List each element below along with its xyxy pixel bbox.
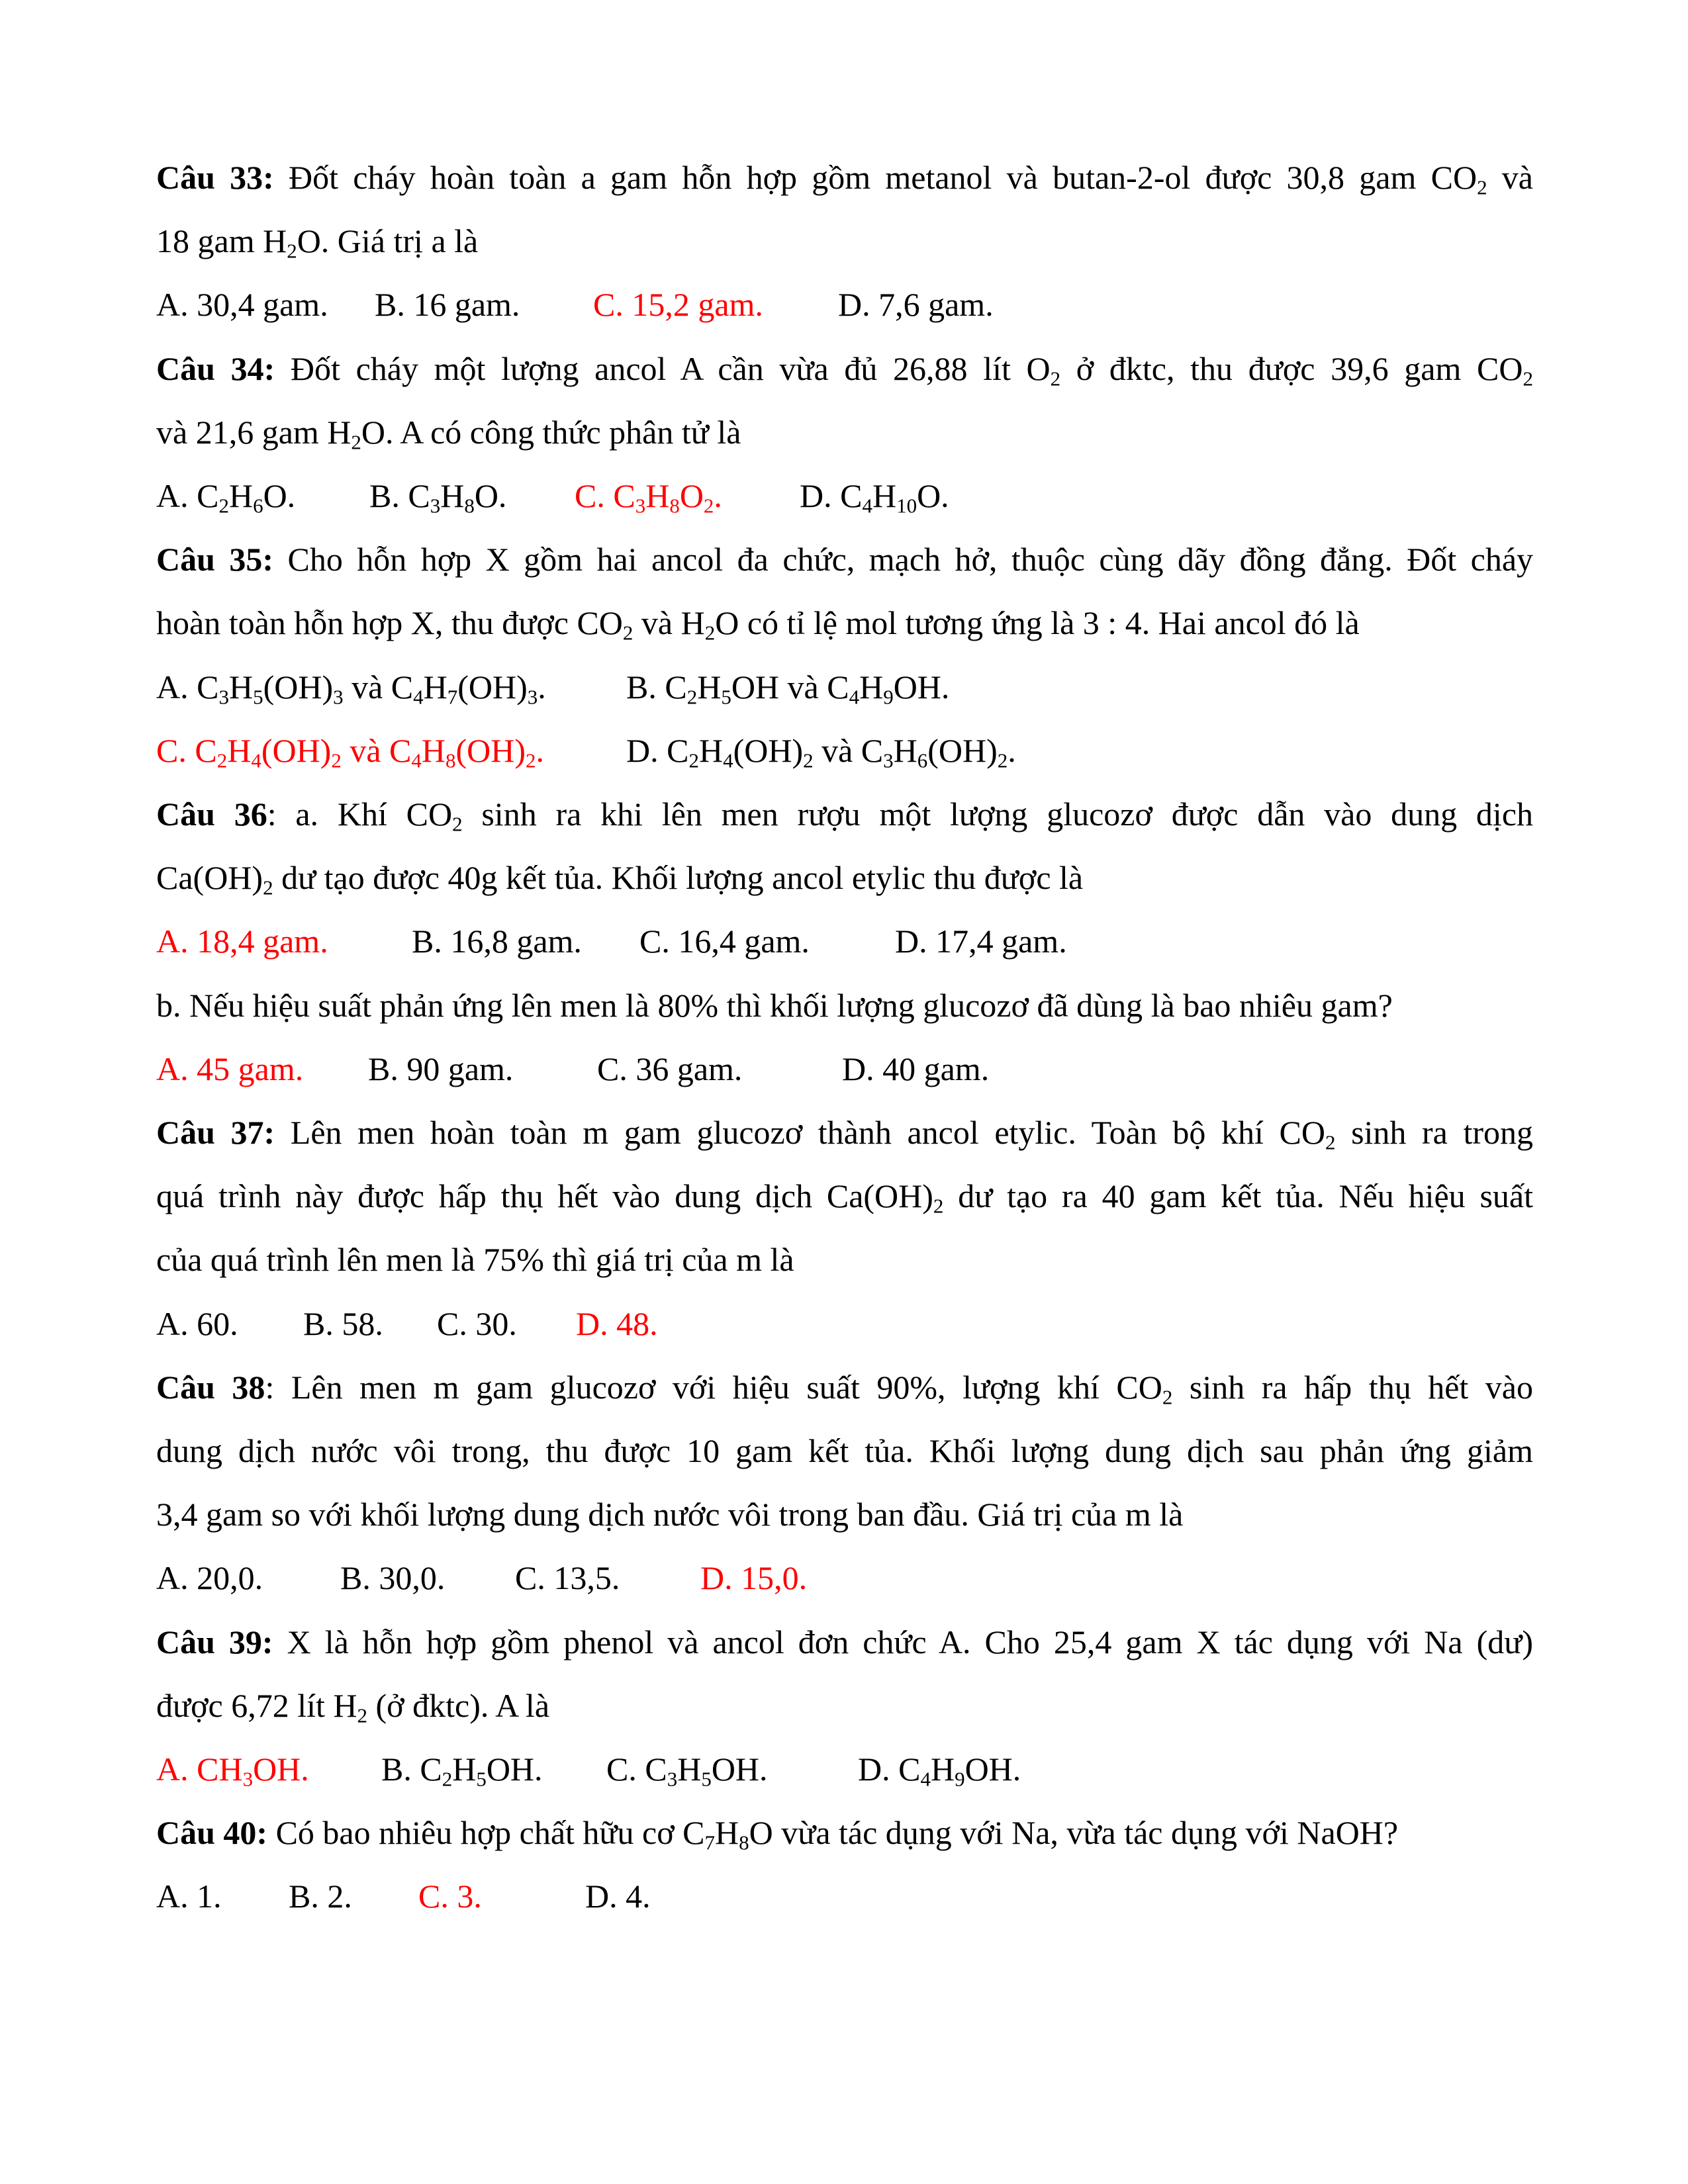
q37-question-line <box>156 1176 1533 1216</box>
answer-option-b <box>369 476 506 516</box>
subscript: 2 <box>622 621 633 645</box>
answer-option-d <box>700 1558 807 1598</box>
answer-option-c <box>515 1558 620 1598</box>
text-run: B. 30,0. <box>340 1559 445 1597</box>
q38-question-line <box>156 1494 1533 1534</box>
answer-option-c <box>597 1049 742 1089</box>
subscript: 4 <box>411 749 422 772</box>
text-run: H <box>228 668 254 705</box>
text-run: dung dịch nước vôi trong, thu được 10 gam kết tủa. Khối lượng dung dịch sau phản ứng giảm <box>156 1432 1533 1469</box>
subscript: 2 <box>803 749 814 772</box>
text-run: H <box>930 1751 955 1788</box>
answer-option-c <box>418 1876 482 1916</box>
subscript: 4 <box>413 685 424 709</box>
text-run: Đốt cháy một lượng ancol A cần vừa đủ 26,88 lít O <box>290 349 1051 387</box>
q36-question-line <box>156 794 1533 834</box>
subscript: 2 <box>218 494 229 518</box>
text-run: D. 7,6 gam. <box>838 286 994 324</box>
text-run: B. 16 gam. <box>375 286 520 324</box>
answer-option-c <box>606 1749 768 1789</box>
subscript: 2 <box>686 685 698 709</box>
answer-option-a <box>156 1749 309 1789</box>
subscript: 2 <box>331 749 342 772</box>
text-run: và H <box>633 604 705 642</box>
q33-question-line <box>156 158 1533 197</box>
subscript: 7 <box>704 1831 716 1854</box>
text-run: và <box>1487 159 1533 196</box>
answer-option-d <box>858 1749 1021 1789</box>
question-label: Câu 35: <box>156 541 274 578</box>
text-run: O. <box>263 477 296 514</box>
text-run: (OH) <box>261 731 332 769</box>
q38-question-line <box>156 1367 1533 1407</box>
answer-option-a <box>156 667 546 707</box>
text-run: Ca(OH) <box>156 859 263 897</box>
text-run: B. 58. <box>303 1304 383 1342</box>
subscript: 2 <box>1523 367 1533 390</box>
answer-option-c <box>575 476 722 516</box>
text-run: (OH) <box>927 731 998 769</box>
text-run: Có bao nhiêu hợp chất hữu cơ C <box>275 1814 705 1852</box>
subscript: 3 <box>635 494 646 518</box>
subscript: 5 <box>721 685 731 709</box>
answer-option-c <box>437 1304 517 1343</box>
answer-option-b <box>626 667 949 707</box>
subscript: 3 <box>242 1767 254 1791</box>
text-run: D. C <box>626 731 689 769</box>
subscript: 8 <box>445 749 456 772</box>
text-run: H <box>697 668 722 705</box>
subscript: 3 <box>667 1767 678 1791</box>
text-run: A. 30,4 gam. <box>156 286 328 324</box>
answer-option-c <box>639 921 810 961</box>
q34-question-line <box>156 349 1533 388</box>
text-run: O. <box>917 477 949 514</box>
text-run: B. 2. <box>289 1878 352 1915</box>
subscript: 2 <box>1325 1130 1336 1154</box>
text-run: C. 30. <box>437 1304 517 1342</box>
text-run: và C <box>343 668 414 705</box>
text-run: B. C <box>381 1751 442 1788</box>
text-run: Lên men hoàn toàn m gam glucozơ thành ancol etylic. Toàn bộ khí CO <box>290 1114 1325 1151</box>
subscript: 2 <box>442 1767 453 1791</box>
text-run: Cho hỗn hợp X gồm hai ancol đa chức, mạch hở, thuộc cùng dãy đồng đẳng. Đốt cháy <box>287 541 1534 578</box>
text-run: H <box>645 477 670 514</box>
text-run: H <box>421 731 445 769</box>
answer-option-a <box>156 921 328 961</box>
text-run: O. Giá trị a là <box>297 222 479 260</box>
text-run: O <box>679 477 704 514</box>
text-run: . <box>536 731 545 769</box>
text-run: H <box>859 668 884 705</box>
q33-question-line <box>156 221 1533 261</box>
subscript: 4 <box>862 494 872 518</box>
subscript: 2 <box>287 239 297 263</box>
text-run: C. 36 gam. <box>597 1050 743 1087</box>
text-run: D. C <box>858 1751 921 1788</box>
subscript: 3 <box>883 749 894 772</box>
text-run: H <box>227 731 252 769</box>
subscript: 2 <box>704 621 716 645</box>
answer-option-d <box>576 1304 658 1343</box>
text-run: A. C <box>156 668 219 705</box>
subscript: 2 <box>933 1194 944 1218</box>
subscript: 3 <box>333 685 344 709</box>
text-run: được 6,72 lít H <box>156 1686 357 1724</box>
subscript: 2 <box>452 812 463 836</box>
question-label: Câu 39: <box>156 1623 273 1661</box>
subscript: 2 <box>526 749 536 772</box>
text-run: C. C <box>575 477 635 514</box>
subscript: 4 <box>849 685 860 709</box>
q35-question-line <box>156 603 1533 643</box>
subscript: 2 <box>357 1704 368 1727</box>
answer-option-a <box>156 1558 263 1598</box>
question-label: Câu 34: <box>156 349 275 387</box>
q37-question-line <box>156 1240 1533 1279</box>
subscript: 2 <box>1162 1385 1173 1409</box>
answer-option-a <box>156 1304 238 1343</box>
question-label: Câu 38 <box>156 1368 265 1406</box>
answer-option-b <box>289 1876 352 1916</box>
text-run: hoàn toàn hỗn hợp X, thu được CO <box>156 604 623 642</box>
text-run: . <box>1008 731 1016 769</box>
text-run: : Lên men m gam glucozơ với hiệu suất 90%, lượng khí CO <box>265 1368 1162 1406</box>
text-run: dư tạo được 40g kết tủa. Khối lượng ancol etylic thu được là <box>273 859 1084 897</box>
text-run: A. 1. <box>156 1878 222 1915</box>
text-run: 18 gam H <box>156 222 287 260</box>
answer-option-d <box>895 921 1067 961</box>
text-run: OH và C <box>731 668 849 705</box>
q35-question-line <box>156 539 1533 579</box>
answer-option-a <box>156 1876 222 1916</box>
text-run: (OH) <box>733 731 804 769</box>
text-run: của quá trình lên men là 75% thì giá trị của m là <box>156 1241 794 1279</box>
answer-option-b <box>340 1558 445 1598</box>
answer-option-b <box>368 1049 513 1089</box>
q39-question-line <box>156 1686 1533 1725</box>
text-run: H <box>452 1751 477 1788</box>
text-run: : a. Khí CO <box>267 796 453 833</box>
text-run: D. 17,4 gam. <box>895 923 1067 960</box>
subscript: 3 <box>527 685 538 709</box>
text-run: O. A có công thức phân tử là <box>361 413 741 451</box>
text-run: C. C <box>156 731 217 769</box>
text-run: OH. <box>893 668 950 705</box>
text-run: OH. <box>964 1751 1021 1788</box>
text-run: O có tỉ lệ mol tương ứng là 3 : 4. Hai ancol đó là <box>715 604 1360 642</box>
text-run: B. C <box>626 668 687 705</box>
text-run: sinh ra hấp thụ hết vào <box>1172 1368 1533 1406</box>
q34-question-line <box>156 412 1533 452</box>
text-run: 3,4 gam so với khối lượng dung dịch nước vôi trong ban đầu. Giá trị của m là <box>156 1496 1184 1533</box>
question-label: Câu 40: <box>156 1814 268 1852</box>
subscript: 4 <box>251 749 261 772</box>
text-run: và 21,6 gam H <box>156 413 352 451</box>
text-run: OH. <box>486 1751 543 1788</box>
text-run: C. 16,4 gam. <box>639 923 810 960</box>
subscript: 2 <box>351 430 361 454</box>
text-run: B. 90 gam. <box>368 1050 514 1087</box>
text-run: quá trình này được hấp thụ hết vào dung dịch Ca(OH) <box>156 1177 933 1215</box>
subscript: 2 <box>688 749 699 772</box>
q37-question-line <box>156 1113 1533 1152</box>
q36-sub-question <box>156 985 1533 1025</box>
subscript: 9 <box>955 1767 965 1791</box>
text-run: (OH) <box>263 668 334 705</box>
text-run: Đốt cháy hoàn toàn a gam hỗn hợp gồm metanol và butan-2-ol được 30,8 gam CO <box>289 159 1477 196</box>
answer-option-a <box>156 285 328 324</box>
text-run: ở đktc, thu được 39,6 gam CO <box>1060 349 1523 387</box>
subscript: 2 <box>997 749 1008 772</box>
text-run: C. 15,2 gam. <box>593 286 763 324</box>
subscript: 2 <box>263 876 273 899</box>
text-run: D. 15,0. <box>700 1559 808 1597</box>
text-run: và C <box>341 731 412 769</box>
text-run: H <box>893 731 917 769</box>
text-run: C. 3. <box>418 1878 482 1915</box>
subscript: 8 <box>669 494 680 518</box>
text-run: (OH) <box>457 668 528 705</box>
q39-question-line <box>156 1622 1533 1662</box>
subscript: 6 <box>917 749 928 772</box>
subscript: 4 <box>920 1767 931 1791</box>
text-run: H <box>228 477 254 514</box>
answer-option-b <box>303 1304 383 1343</box>
answer-option-b <box>381 1749 543 1789</box>
text-run: D. C <box>800 477 863 514</box>
text-run: (ở đktc). A là <box>367 1686 550 1724</box>
text-run: H <box>715 1814 739 1852</box>
text-run: D. 4. <box>585 1878 651 1915</box>
subscript: 5 <box>253 685 263 709</box>
question-label: Câu 37: <box>156 1114 275 1151</box>
text-run: O vừa tác dụng với Na, vừa tác dụng với NaOH? <box>749 1814 1399 1852</box>
answer-option-a <box>156 476 295 516</box>
text-run: H <box>872 477 897 514</box>
subscript: 8 <box>464 494 475 518</box>
text-run: A. 20,0. <box>156 1559 263 1597</box>
question-label: Câu 36 <box>156 796 267 833</box>
q38-question-line <box>156 1431 1533 1471</box>
subscript: 8 <box>739 1831 749 1854</box>
q40-question-line <box>156 1813 1533 1852</box>
text-run: B. 16,8 gam. <box>412 923 582 960</box>
text-run: H <box>677 1751 702 1788</box>
answer-option-d <box>842 1049 989 1089</box>
answer-option-b <box>375 285 520 324</box>
text-run: A. 60. <box>156 1304 238 1342</box>
text-run: H <box>423 668 447 705</box>
text-run: A. C <box>156 477 219 514</box>
text-run: OH. <box>711 1751 768 1788</box>
text-run: O. <box>474 477 507 514</box>
text-run: . <box>714 477 722 514</box>
text-run: X là hỗn hợp gồm phenol và ancol đơn chức A. Cho 25,4 gam X tác dụng với Na (dư) <box>287 1623 1533 1661</box>
text-run: dư tạo ra 40 gam kết tủa. Nếu hiệu suất <box>943 1177 1533 1215</box>
subscript: 3 <box>430 494 441 518</box>
text-run: D. 40 gam. <box>842 1050 990 1087</box>
answer-option-a <box>156 1049 303 1089</box>
text-run: A. 45 gam. <box>156 1050 304 1087</box>
q36-question-line <box>156 858 1533 897</box>
text-run: sinh ra khi lên men rượu một lượng glucozơ được dẫn vào dung dịch <box>462 796 1534 833</box>
text-run: B. C <box>369 477 430 514</box>
text-run: A. CH <box>156 1751 243 1788</box>
answer-option-c <box>156 731 544 770</box>
subscript: 10 <box>896 494 917 518</box>
subscript: 5 <box>476 1767 487 1791</box>
subscript: 3 <box>218 685 229 709</box>
subscript: 5 <box>701 1767 712 1791</box>
text-run: H <box>698 731 724 769</box>
answer-option-d <box>800 476 949 516</box>
text-run: A. 18,4 gam. <box>156 923 328 960</box>
answer-option-b <box>412 921 582 961</box>
subscript: 2 <box>1050 367 1061 390</box>
answer-option-d <box>626 731 1016 770</box>
answer-option-c <box>593 285 763 324</box>
subscript: 6 <box>253 494 263 518</box>
subscript: 7 <box>447 685 458 709</box>
text-run: C. 13,5. <box>515 1559 620 1597</box>
text-run: OH. <box>253 1751 309 1788</box>
text-run: C. C <box>606 1751 667 1788</box>
text-run: sinh ra trong <box>1335 1114 1534 1151</box>
subscript: 2 <box>1477 175 1487 199</box>
subscript: 2 <box>703 494 714 518</box>
question-label: Câu 33: <box>156 159 274 196</box>
answer-option-d <box>838 285 994 324</box>
answer-option-d <box>585 1876 651 1916</box>
subscript: 9 <box>883 685 894 709</box>
text-run: . <box>538 668 546 705</box>
text-run: H <box>440 477 465 514</box>
text-run: (OH) <box>455 731 526 769</box>
sub-question-text: b. Nếu hiệu suất phản ứng lên men là 80% thì khối lượng glucozơ đã dùng là bao nhiêu gam? <box>156 986 1393 1024</box>
subscript: 2 <box>216 749 228 772</box>
subscript: 4 <box>723 749 733 772</box>
text-run: D. 48. <box>576 1304 658 1342</box>
text-run: và C <box>813 731 884 769</box>
